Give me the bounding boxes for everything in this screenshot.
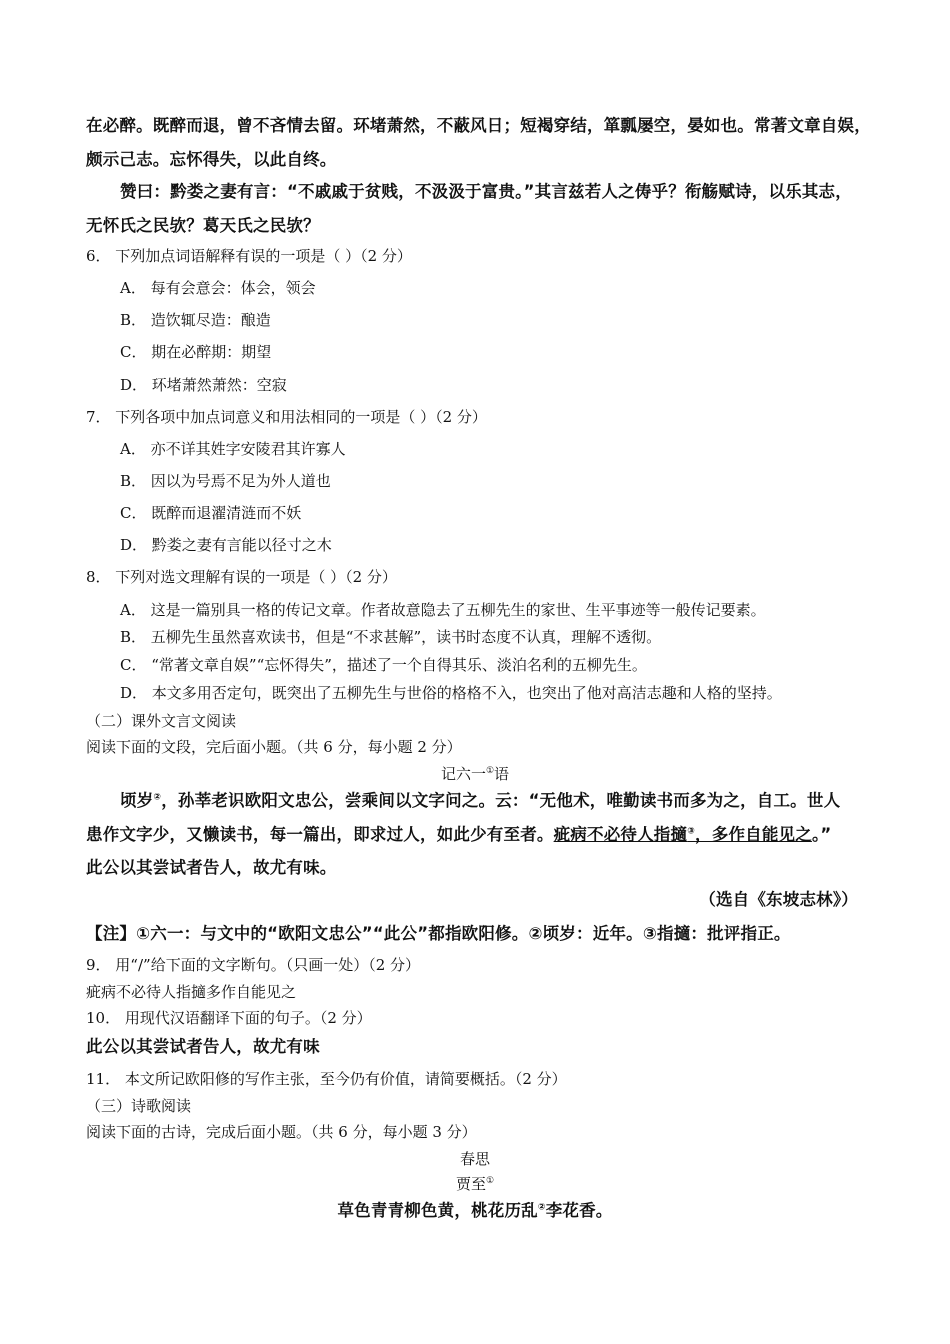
passage-line: 患作文字少，又懒读书，每一篇出，即求过人，如此少有至者。疵病不必待人指擿③，多作自能见之。” bbox=[86, 825, 832, 844]
poem-line: 草色青青柳色黄，桃花历乱②李花香。 bbox=[337, 1201, 613, 1220]
option: A． 亦不详其姓字安陵君其许寡人 bbox=[120, 440, 346, 458]
question-11-stem: 11． 本文所记欧阳修的写作主张，至今仍有价值，请简要概括。（2 分） bbox=[86, 1070, 567, 1088]
question-8-stem: 8． 下列对选文理解有误的一项是（ ）（2 分） bbox=[86, 568, 397, 586]
passage-source: （选自《东坡志林》） bbox=[699, 890, 858, 909]
question-10-stem: 10． 用现代汉语翻译下面的句子。（2 分） bbox=[86, 1009, 372, 1027]
question-9-text: 疵病不必待人指擿多作自能见之 bbox=[86, 983, 297, 1001]
section-instruction: 阅读下面的古诗，完成后面小题。（共 6 分，每小题 3 分） bbox=[86, 1123, 477, 1141]
section-heading: （二）课外文言文阅读 bbox=[86, 712, 237, 730]
passage-line: 颇示己志。忘怀得失，以此自终。 bbox=[86, 150, 337, 169]
option: A． 这是一篇别具一格的传记文章。作者故意隐去了五柳先生的家世、生平事迹等一般传记要素。 bbox=[120, 601, 766, 619]
option: B． 因以为号焉不足为外人道也 bbox=[120, 472, 331, 490]
question-7-stem: 7． 下列各项中加点词意义和用法相同的一项是（ ）（2 分） bbox=[86, 408, 487, 426]
question-10-text: 此公以其尝试者告人，故尤有味 bbox=[86, 1037, 320, 1056]
option: C． 既醉而退濯清涟而不妖 bbox=[120, 504, 302, 522]
passage-note: 【注】①六一：与文中的“欧阳文忠公”“此公”都指欧阳修。②顷岁：近年。③指擿：批评指正。 bbox=[86, 924, 791, 943]
section-instruction: 阅读下面的文段，完后面小题。（共 6 分，每小题 2 分） bbox=[86, 738, 462, 756]
option: D． 黔娄之妻有言能以径寸之木 bbox=[120, 536, 332, 554]
question-9-stem: 9． 用“/”给下面的文字断句。（只画一处）（2 分） bbox=[86, 956, 421, 974]
option: D． 本文多用否定句，既突出了五柳先生与世俗的格格不入，也突出了他对高洁志趣和人格的坚持。 bbox=[120, 684, 782, 702]
passage-zan: 无怀氏之民欤？葛天氏之民欤？ bbox=[86, 216, 320, 235]
poem-title: 春思 bbox=[459, 1150, 490, 1168]
option: C． “常著文章自娱”“忘怀得失”，描述了一个自得其乐、淡泊名利的五柳先生。 bbox=[120, 656, 647, 674]
option: B． 造饮辄尽造：酿造 bbox=[120, 311, 271, 329]
poem-author: 贾至① bbox=[455, 1175, 495, 1193]
passage-zan: 赞曰：黔娄之妻有言：“不戚戚于贫贱，不汲汲于富贵。”其言兹若人之俦乎？衔觞赋诗，以乐其志， bbox=[120, 182, 852, 201]
option: C． 期在必醉期：期望 bbox=[120, 343, 272, 361]
option: B． 五柳先生虽然喜欢读书，但是“不求甚解”，读书时态度不认真，理解不透彻。 bbox=[120, 628, 662, 646]
passage-line: 此公以其尝试者告人，故尤有味。 bbox=[86, 858, 337, 877]
option: D． 环堵萧然萧然：空寂 bbox=[120, 376, 287, 394]
passage-line: 顷岁②，孙莘老识欧阳文忠公，尝乘间以文字问之。云：“无他术，唯勤读书而多为之，自工。世人 bbox=[120, 791, 841, 810]
option: A． 每有会意会：体会，领会 bbox=[120, 279, 316, 297]
passage-line: 在必醉。既醉而退，曾不吝情去留。环堵萧然，不蔽风日；短褐穿结，箪瓢屡空，晏如也。常著文章自娱， bbox=[86, 116, 871, 135]
section-heading: （三）诗歌阅读 bbox=[86, 1097, 192, 1115]
question-6-stem: 6． 下列加点词语解释有误的一项是（ ）（2 分） bbox=[86, 247, 412, 265]
underlined-sentence: 疵病不必待人指擿③，多作自能见之 bbox=[553, 825, 812, 844]
passage-title: 记六一①语 bbox=[440, 765, 510, 783]
